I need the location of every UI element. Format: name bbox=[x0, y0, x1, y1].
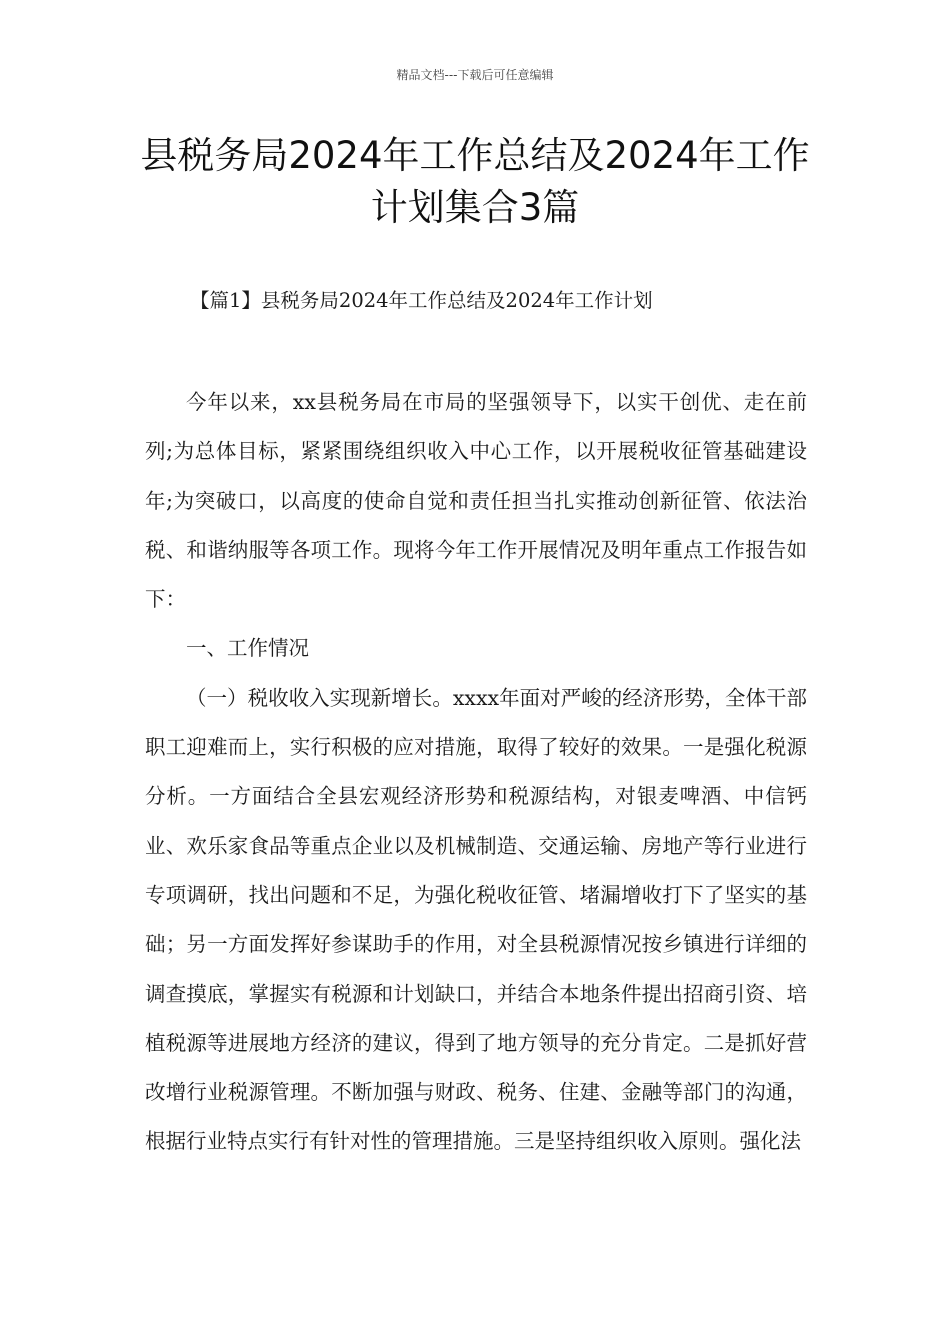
body-paragraph-tax-revenue: （一）税收收入实现新增长。xxxx年面对严峻的经济形势，全体干部职工迎难而上，实行积极的应对措施，取得了较好的效果。一是强化税源分析。一方面结合全县宏观经济形势和税源结构，对银麦啤酒、中信钙业、欢乐家食品等重点企业以及机械制造、交通运输、房地产等行业进行专项调研，找出问题和不足，为强化税收征管、堵漏增收打下了坚实的基础；另一方面发挥好参谋助手的作用，对全县税源情况按乡镇进行详细的调查摸底，掌握实有税源和计划缺口，并结合本地条件提出招商引资、培植税源等进展地方经济的建议，得到了地方领导的充分肯定。二是抓好营改增行业税源管理。不断加强与财政、税务、住建、金融等部门的沟通，根据行业特点实行有针对性的管理措施。三是坚持组织收入原则。强化法 bbox=[145, 685, 807, 1154]
document-title: 县税务局2024年工作总结及2024年工作计划集合3篇 bbox=[140, 134, 810, 229]
body-paragraph-intro: 今年以来，xx县税务局在市局的坚强领导下，以实干创优、走在前列;为总体目标，紧紧围绕组织收入中心工作，以开展税收征管基础建设年;为突破口，以高度的使命自觉和责任担当扎实推动创新征管、依法治税、和谐纳服等各项工作。现将今年工作开展情况及明年重点工作报告如下： bbox=[145, 390, 807, 612]
section-heading: 【篇1】县税务局2024年工作总结及2024年工作计划 bbox=[190, 289, 653, 312]
body-heading-work-status: 一、工作情况 bbox=[186, 636, 309, 661]
header-note: 精品文档---下载后可任意编辑 bbox=[396, 68, 554, 82]
document-body bbox=[145, 378, 807, 1167]
